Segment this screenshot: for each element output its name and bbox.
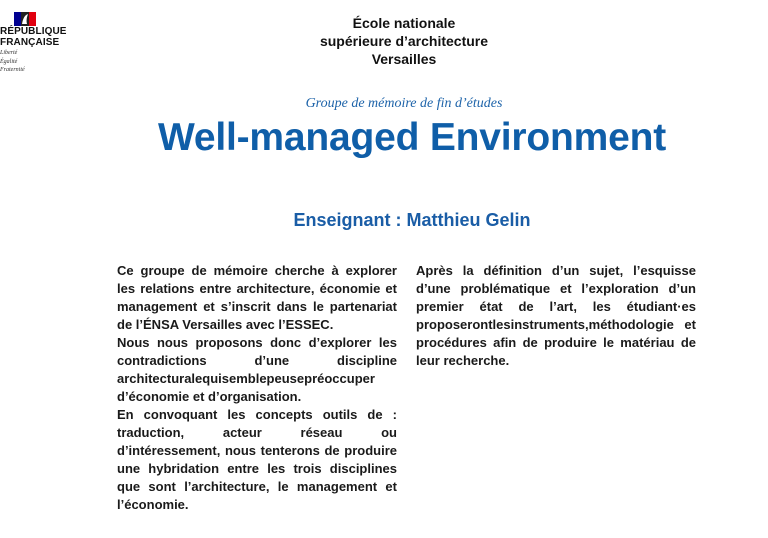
rf-name-line2: FRANÇAISE [0,37,60,48]
left-paragraph-3: En convoquant les concepts outils de : traduction, acteur réseau ou d’intéressement, nous tenterons de produire une hybridation entre les trois disciplines que sont l’architecture, le management et l’économie. [117,407,397,512]
page-title: Well-managed Environment [157,116,667,159]
school-name [254,14,554,68]
republique-francaise-logo [0,12,80,74]
rf-motto-fraternite: Fraternité [0,67,25,73]
school-name-line2: supérieure d’architecture [319,33,489,49]
rf-motto-liberte: Liberté [0,50,18,56]
marianne-emblem-icon [14,12,36,26]
group-label: Groupe de mémoire de fin d’études [305,96,503,111]
rf-name-line1: RÉPUBLIQUE [0,26,67,37]
left-column [117,262,397,514]
right-paragraph-1: Après la définition d’un sujet, l’esquisse d’une problématique et l’exploration d’un premier état de l’art, les étudiant·es proposerontlesinstruments,méthodologie et procédures afin de produire le matériau de leur recherche. [416,263,696,368]
rf-motto-egalite: Égalité [0,58,18,65]
school-name-line3: Versailles [371,51,437,67]
left-paragraph-2: Nous nous proposons donc d’explorer les contradictions d’une discipline architecturalequisemblepeusepréoccuper d’économie et d’organisation. [117,335,397,404]
school-name-line1: École nationale [352,15,456,31]
left-paragraph-1: Ce groupe de mémoire cherche à explorer les relations entre architecture, économie et management et s’inscrit dans le partenariat de l’ÉNSA Versailles avec l’ESSEC. [117,263,397,332]
teacher-heading: Enseignant : Matthieu Gelin [293,210,531,230]
right-column [416,262,696,370]
